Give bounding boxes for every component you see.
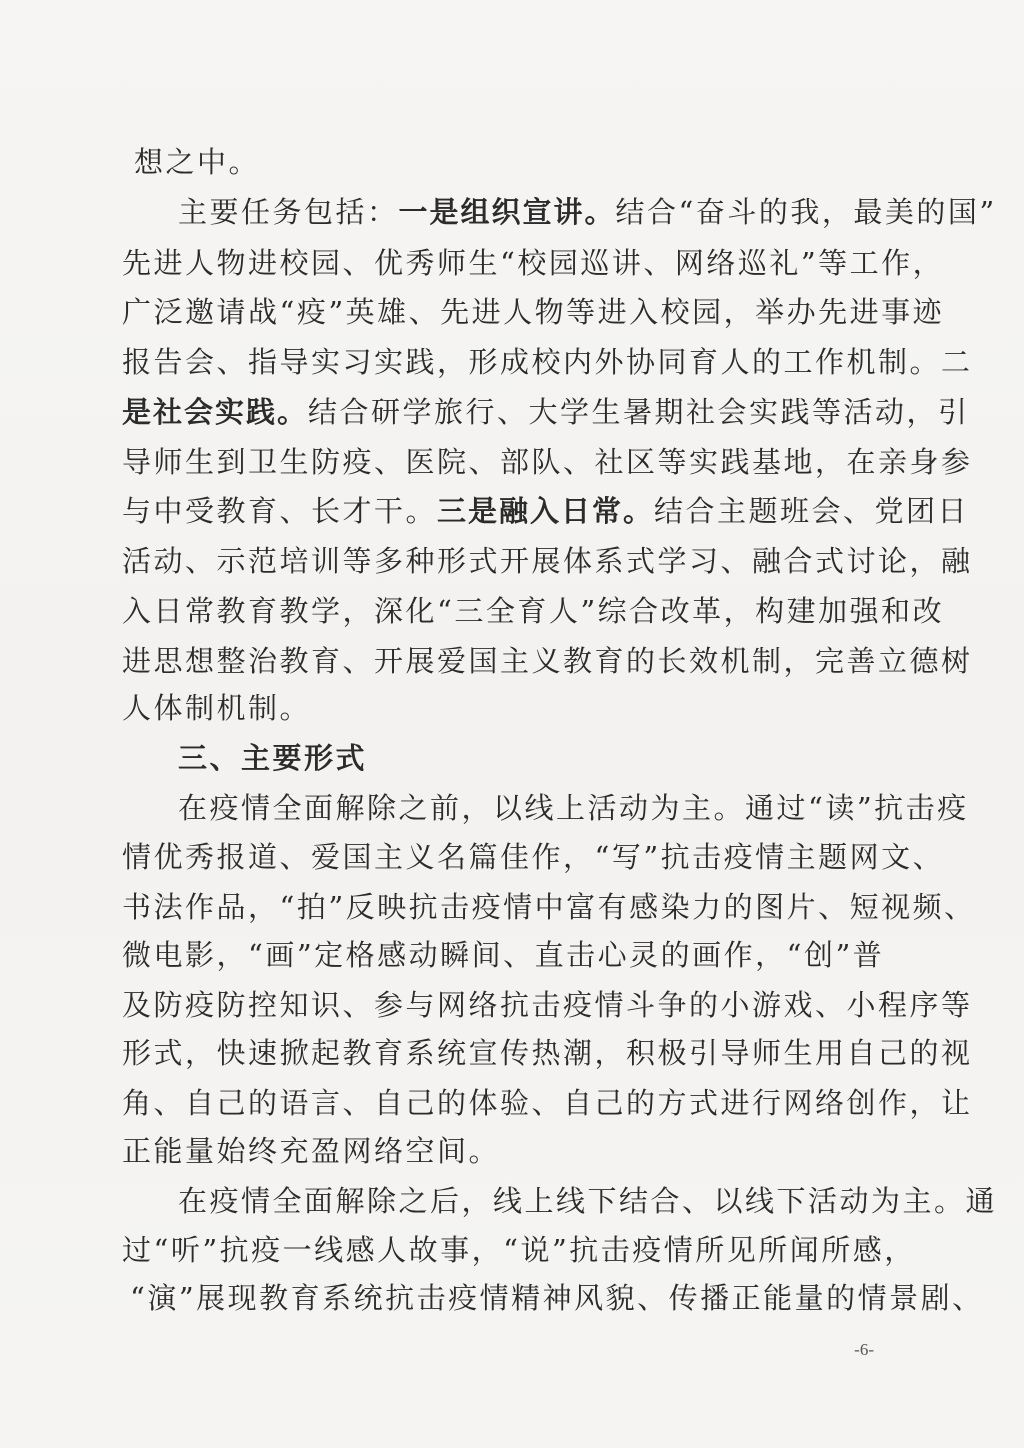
line-text: 及防疫防控知识、参与网络抗击疫情斗争的小游戏、小程序等 [122, 988, 973, 1022]
line-text: 广泛邀请战“疫”英雄、先进人物等进入校园，举办先进事迹 [122, 295, 945, 329]
text-line [122, 536, 973, 586]
line-text: 过“听”抗疫一线感人故事，“说”抗击疫情所见所闻所感， [122, 1233, 916, 1267]
line-text: 人体制机制。 [122, 691, 312, 725]
text-line [122, 238, 945, 288]
line-text: 在疫情全面解除之前，以线上活动为主。通过“读”抗击疫 [178, 791, 969, 825]
text-line [122, 437, 973, 487]
text-line [178, 187, 997, 237]
line-text: 情优秀报道、爱国主义名篇佳作，“写”抗击疫情主题网文、 [122, 840, 945, 874]
text-line [122, 1028, 973, 1078]
line-text: 书法作品，“拍”反映抗击疫情中富有感染力的图片、短视频、 [122, 890, 976, 924]
line-text: 形式，快速掀起教育系统宣传热潮，积极引导师生用自己的视 [122, 1036, 973, 1070]
line-text: 入日常教育教学，深化“三全育人”综合改革，构建加强和改 [122, 594, 945, 628]
bold-phrase: 三是融入日常。 [437, 494, 655, 528]
text-line [122, 980, 973, 1030]
bold-phrase: 是社会实践。 [122, 395, 309, 429]
text-line [122, 683, 882, 733]
text-line [122, 1078, 973, 1128]
text-line [178, 1176, 998, 1226]
line-text: 正能量始终充盈网络空间。 [122, 1134, 501, 1168]
line-text: 在疫情全面解除之后，线上线下结合、以线下活动为主。通 [178, 1184, 998, 1218]
line-text: 活动、示范培训等多种形式开展体系式学习、融合式讨论，融 [122, 544, 973, 578]
line-text: 进思想整治教育、开展爱国主义教育的长效机制，完善立德树 [122, 644, 973, 678]
line-text: “演”展现教育系统抗击疫情精神风貌、传播正能量的情景剧、 [130, 1281, 984, 1315]
text-line [122, 636, 973, 686]
line-text: 主要任务包括： [178, 195, 399, 229]
line-text: 角、自己的语言、自己的体验、自己的方式进行网络创作，让 [122, 1086, 973, 1120]
line-text: 结合主题班会、党团日 [654, 494, 970, 528]
line-text: 结合研学旅行、大学生暑期社会实践等活动，引 [308, 395, 970, 429]
text-line [122, 832, 945, 882]
text-line [122, 287, 945, 337]
text-line [122, 586, 945, 636]
line-text: 结合“奋斗的我，最美的国” [615, 195, 997, 229]
text-line [130, 1273, 984, 1323]
text-line [122, 1225, 916, 1275]
line-text: 微电影，“画”定格感动瞬间、直击心灵的画作，“创”普 [122, 938, 885, 972]
text-line [134, 137, 894, 187]
text-line [122, 337, 973, 387]
heading-text: 三、主要形式 [178, 741, 368, 775]
line-text: 先进人物进校园、优秀师生“校园巡讲、网络巡礼”等工作， [122, 246, 945, 280]
text-line [122, 882, 976, 932]
text-line [122, 1126, 882, 1176]
line-text: 报告会、指导实习实践，形成校内外协同育人的工作机制。二 [122, 345, 973, 379]
page-number: -6- [854, 1340, 874, 1359]
text-line [178, 783, 969, 833]
bold-phrase: 一是组织宣讲。 [398, 195, 616, 229]
line-text: 与中受教育、长才干。 [122, 494, 438, 528]
text-line [122, 930, 885, 980]
text-line [122, 387, 970, 437]
line-text: 想之中。 [134, 145, 261, 179]
line-text: 导师生到卫生防疫、医院、部队、社区等实践基地，在亲身参 [122, 445, 973, 479]
text-line [122, 486, 970, 536]
section-heading [178, 733, 938, 783]
